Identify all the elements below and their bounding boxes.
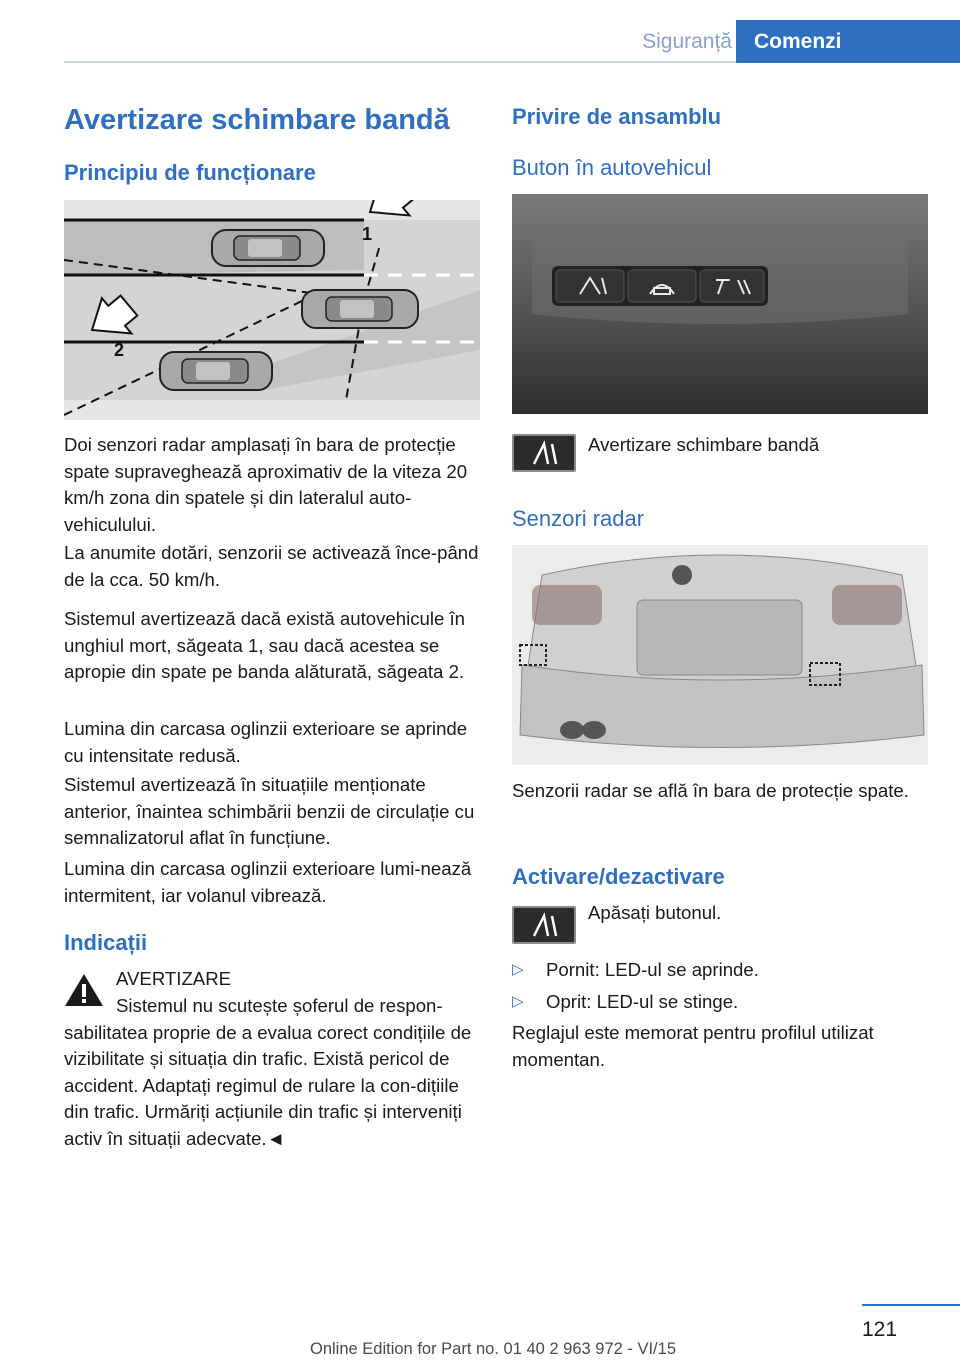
bullet-off: ▷ Oprit: LED-ul se stinge.: [512, 989, 928, 1017]
section-heading-radar: Senzori radar: [512, 506, 645, 531]
lane-diagram: [64, 200, 480, 420]
bullet-triangle-icon: ▷: [512, 993, 524, 1010]
paragraph-radar-location: Senzorii radar se află în bara de protecție spate.: [512, 780, 909, 801]
toggle-instruction: Apăsați butonul.: [588, 902, 722, 923]
page-title: Avertizare schimbare bandă: [64, 104, 450, 136]
paragraph-sensors: Doi senzori radar amplasați în bara de protecție spate supraveghează aproximativ de la viteza 20 km/h zona din spatele și din lateralul auto‐vehiculului.: [64, 434, 468, 535]
arrow-2-label: 2: [114, 340, 125, 360]
lane-change-warning-button-icon: [512, 434, 576, 472]
button-photo: [512, 194, 928, 414]
warning-label: AVERTIZARE: [116, 968, 232, 989]
radar-sensors-photo: [512, 545, 928, 765]
section-heading-button: Buton în autovehicul: [512, 155, 712, 180]
lane-change-warning-button-icon-2: [512, 906, 576, 944]
button-caption: Avertizare schimbare bandă: [588, 434, 820, 455]
section-heading-overview: Privire de ansamblu: [512, 104, 722, 129]
paragraph-warning-conditions: Sistemul avertizează dacă există autovehicule în unghiul mort, săgeata 1, sau dacă acestea se apropie din spate pe banda alăturată, săgeata 2.: [64, 608, 466, 682]
bullet-triangle-icon: ▷: [512, 961, 524, 978]
arrow-1-label: 1: [362, 224, 373, 244]
footer-edition: Online Edition for Part no. 01 40 2 963 972 - VI/15: [310, 1340, 676, 1358]
paragraph-memory: Reglajul este memorat pentru profilul utilizat momentan.: [512, 1022, 874, 1070]
paragraph-mirror-light: Lumina din carcasa oglinzii exterioare se aprinde cu intensitate redusă.: [64, 718, 468, 766]
page-number: 121: [862, 1318, 898, 1341]
header-section: Siguranță: [642, 30, 732, 53]
paragraph-activation-speed: La anumite dotări, senzorii se activează înce‐pând de la cca. 50 km/h.: [64, 542, 479, 590]
bullet-on: ▷ Pornit: LED-ul se aprinde.: [512, 957, 928, 985]
section-heading-notes: Indicații: [64, 930, 148, 955]
section-heading-toggle: Activare/dezactivare: [512, 864, 725, 889]
paragraph-signal-warning: Sistemul avertizează în situațiile menționate anterior, înaintea schimbării benzii de circulație cu semnalizatorul aflat în funcțiune.: [64, 774, 475, 848]
header-chapter-tab: Comenzi: [736, 20, 960, 63]
footer-rule: [862, 1304, 960, 1306]
section-heading-principle: Principiu de funcționare: [64, 160, 316, 185]
warning-text: Sistemul nu scutește șoferul de respon‐sabilitatea proprie de a evalua corect condițiile de vizibilitate și situația din trafic. Există pericol de accident. Adaptați regimul de rulare la con‐dițiile din trafic. Urmăriți acțiunile din trafic și interveniți activ în situații adecvate.◄: [64, 995, 472, 1149]
paragraph-mirror-flash: Lumina din carcasa oglinzii exterioare lumi‐nează intermitent, iar volanul vibrează.: [64, 858, 472, 906]
